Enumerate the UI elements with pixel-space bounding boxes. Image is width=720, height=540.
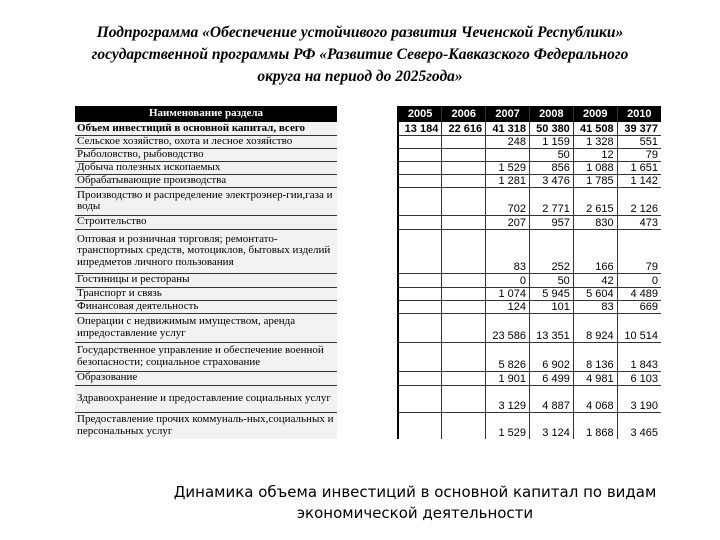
value-cell: 50 [529,148,573,161]
value-cell [442,371,486,385]
value-cell: 1 328 [573,135,617,148]
value-cell: 252 [529,229,573,273]
value-cell: 4 489 [617,287,661,300]
value-cell: 1 529 [486,161,530,174]
value-cell: 41 318 [486,122,530,135]
value-cell: 124 [486,300,530,313]
table-row [398,229,661,273]
value-cell: 6 103 [617,371,661,385]
row-name: Гостиницы и рестораны [75,273,337,287]
value-cell [442,287,486,300]
row-name: Сельское хозяйство, охота и лесное хозяйство [75,135,337,148]
value-cell: 83 [573,300,617,313]
value-cell [442,174,486,187]
value-cell [398,187,442,215]
year-header: 2006 [442,106,486,122]
table-row [398,135,661,148]
value-cell: 1 868 [573,412,617,439]
row-name: Предоставление прочих коммуналь-ных,социальных и персональных услуг [75,412,337,439]
value-cell [442,215,486,229]
value-cell: 248 [486,135,530,148]
table-row [398,385,661,412]
value-cell: 1 088 [573,161,617,174]
value-cell [442,342,486,371]
value-cell [398,300,442,313]
table-row [398,300,661,313]
value-cell: 2 771 [529,187,573,215]
value-cell: 1 142 [617,174,661,187]
value-cell: 5 945 [529,287,573,300]
value-cell: 0 [486,273,530,287]
section-name-header: Наименование раздела [75,106,337,122]
value-cell: 1 074 [486,287,530,300]
value-cell: 6 499 [529,371,573,385]
row-name: Финансовая деятельность [75,300,337,313]
year-header: 2008 [529,106,573,122]
value-cell: 669 [617,300,661,313]
value-cell [398,313,442,342]
row-name: Транспорт и связь [75,287,337,300]
value-cell [398,342,442,371]
value-cell: 702 [486,187,530,215]
year-header: 2010 [617,106,661,122]
row-name: Объем инвестиций в основной капитал, всего [75,122,337,135]
table-row [398,148,661,161]
row-name: Образование [75,371,337,385]
value-cell: 2 615 [573,187,617,215]
table-row [398,273,661,287]
value-cell: 4 887 [529,385,573,412]
value-cell [442,273,486,287]
value-cell: 207 [486,215,530,229]
value-cell: 79 [617,148,661,161]
value-cell: 3 465 [617,412,661,439]
value-cell: 957 [529,215,573,229]
value-cell [398,229,442,273]
value-cell [442,187,486,215]
value-cell [442,385,486,412]
value-cell: 1 785 [573,174,617,187]
value-cell: 79 [617,229,661,273]
value-cell [398,215,442,229]
value-cell: 4 068 [573,385,617,412]
value-cell: 42 [573,273,617,287]
value-cell: 0 [617,273,661,287]
table-row [398,412,661,439]
table-row [398,161,661,174]
value-cell [442,161,486,174]
title-line-1: Подпрограмма «Обеспечение устойчивого развития Чеченской Республики» [96,24,624,41]
slide-title [20,22,700,88]
value-cell: 4 981 [573,371,617,385]
value-cell [398,161,442,174]
value-cell: 473 [617,215,661,229]
value-cell: 856 [529,161,573,174]
value-cell [398,174,442,187]
value-cell [398,273,442,287]
value-cell [442,300,486,313]
year-header: 2005 [398,106,442,122]
value-cell: 166 [573,229,617,273]
value-cell: 41 508 [573,122,617,135]
row-name: Добыча полезных ископаемых [75,161,337,174]
value-cell: 101 [529,300,573,313]
value-cell: 39 377 [617,122,661,135]
value-cell: 551 [617,135,661,148]
value-cell: 3 190 [617,385,661,412]
title-line-3: округа на период до 2025года» [257,68,463,85]
value-cell: 6 902 [529,342,573,371]
value-cell: 50 380 [529,122,573,135]
value-cell: 13 351 [529,313,573,342]
value-cell: 2 126 [617,187,661,215]
value-cell: 830 [573,215,617,229]
table-row [398,187,661,215]
value-cell [442,313,486,342]
value-cell: 3 124 [529,412,573,439]
row-name: Государственное управление и обеспечение военной безопасности; социальное страхование [75,342,337,371]
table-row [398,313,661,342]
table-row [398,174,661,187]
value-cell [398,148,442,161]
value-cell: 1 529 [486,412,530,439]
value-cell [442,148,486,161]
value-cell: 12 [573,148,617,161]
value-cell: 5 826 [486,342,530,371]
value-cell [486,148,530,161]
year-header: 2009 [573,106,617,122]
row-name: Производство и распределение электроэнер-гии,газа и воды [75,187,337,215]
title-line-2: государственной программы РФ «Развитие Северо-Кавказского Федерального [91,46,629,63]
value-cell [442,412,486,439]
value-cell: 5 604 [573,287,617,300]
table-row [398,122,661,135]
caption-line-2: экономической деятельности [296,504,534,522]
value-cell [398,287,442,300]
row-name: Строительство [75,215,337,229]
value-cell [442,229,486,273]
table-row [398,371,661,385]
value-cell: 22 616 [442,122,486,135]
value-cell: 1 281 [486,174,530,187]
row-name: Рыболовство, рыбоводство [75,148,337,161]
value-cell: 10 514 [617,313,661,342]
slide-caption [120,482,710,524]
table-row [398,287,661,300]
value-cell: 23 586 [486,313,530,342]
value-cell: 50 [529,273,573,287]
value-cell: 3 476 [529,174,573,187]
table-row [398,215,661,229]
value-cell: 3 129 [486,385,530,412]
row-name: Обрабатывающие производства [75,174,337,187]
value-cell: 13 184 [398,122,442,135]
value-cell: 1 651 [617,161,661,174]
section-names-table [75,106,337,439]
yearly-values-table [397,106,661,439]
value-cell [398,385,442,412]
value-cell: 83 [486,229,530,273]
row-name: Здравоохранение и предоставление социальных услуг [75,385,337,412]
value-cell: 8 924 [573,313,617,342]
value-cell [398,412,442,439]
table-row [398,342,661,371]
value-cell [398,371,442,385]
value-cell [398,135,442,148]
row-name: Оптовая и розничная торговля; ремонтато-транспортных средств, мотоциклов, бытовых изделий ипредметов личного пользования [75,229,337,273]
value-cell: 8 136 [573,342,617,371]
year-header: 2007 [486,106,530,122]
value-cell: 1 901 [486,371,530,385]
value-cell: 1 843 [617,342,661,371]
value-cell: 1 159 [529,135,573,148]
row-name: Операции с недвижимым имуществом, аренда ипредоставление услуг [75,313,337,342]
caption-line-1: Динамика объема инвестиций в основной капитал по видам [173,483,657,501]
value-cell [442,135,486,148]
